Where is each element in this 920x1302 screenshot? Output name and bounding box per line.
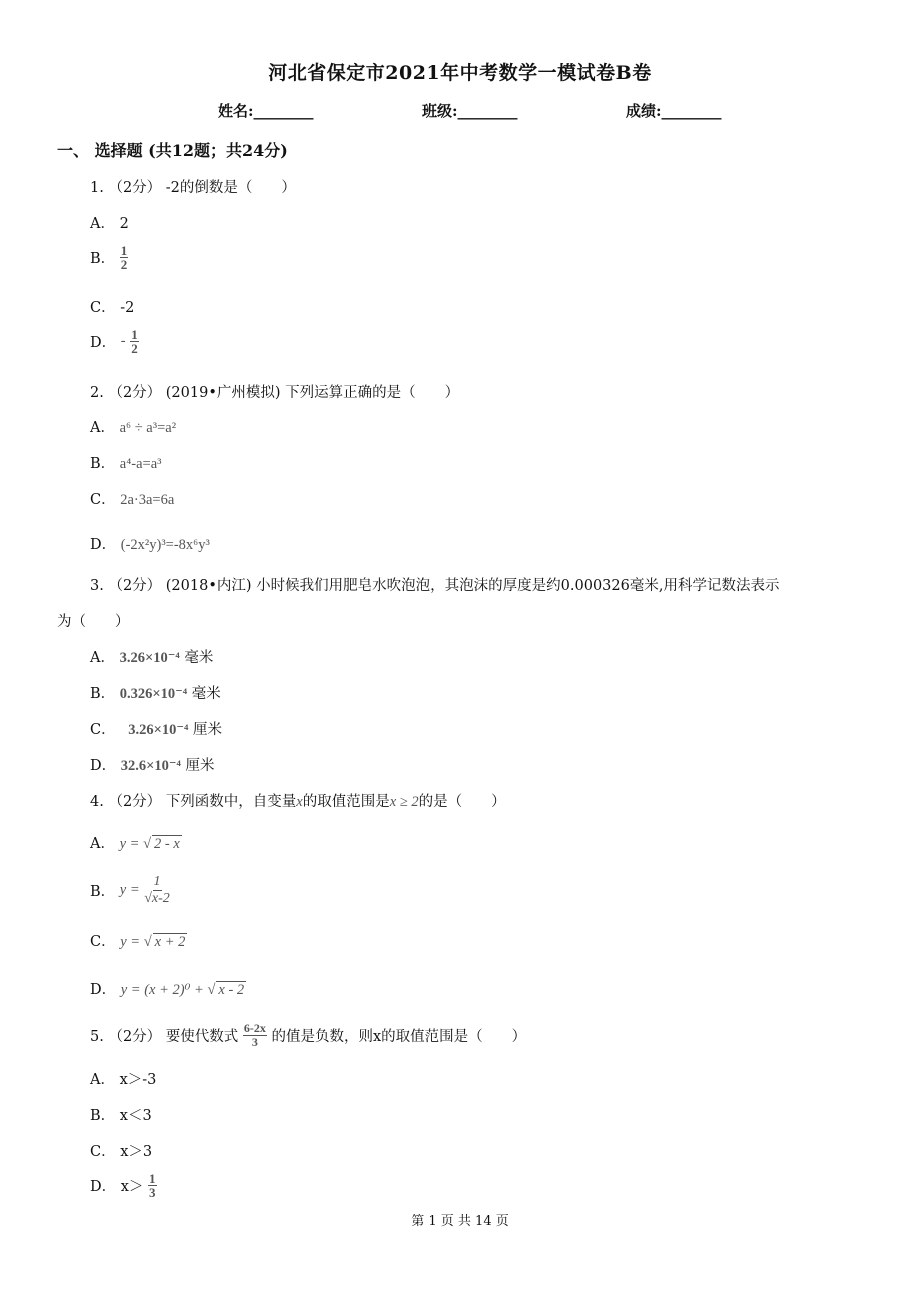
radicand: x + 2 — [154, 934, 186, 950]
question-3-stem-continued: 为（ ） — [57, 614, 130, 630]
option-math: a⁴-a=a³ — [119, 456, 162, 472]
option-unit: 毫米 — [184, 650, 214, 666]
question-1-option-a — [90, 212, 129, 233]
stem-text: 的值是负数，则x的取值范围是（ ） — [271, 1029, 527, 1045]
option-label: A． — [90, 1072, 115, 1088]
class-field-label: 班级:________ — [422, 102, 518, 120]
question-3-stem: 3. （2分） (2018•内江) 小时候我们用肥皂水吹泡泡，其泡沫的厚度是约0.000326毫米,用科学记数法表示 — [90, 578, 780, 594]
option-text: x＜3 — [119, 1108, 152, 1124]
question-3-option-a — [90, 646, 213, 667]
option-text: -2 — [120, 300, 135, 316]
section-heading: 一、 选择题 (共12题；共24分) — [57, 141, 288, 160]
option-label: D． — [90, 1179, 117, 1195]
question-2-option-d — [90, 533, 210, 554]
fraction-denominator: 2 — [131, 341, 138, 356]
question-3-option-d — [90, 754, 215, 775]
option-text: 2 — [119, 216, 129, 232]
fraction-denominator: 2 — [120, 257, 128, 272]
question-5-stem — [90, 1022, 526, 1049]
condition: x ≥ 2 — [389, 794, 419, 810]
question-2-stem: 2. （2分） (2019•广州模拟) 下列运算正确的是（ ） — [90, 385, 460, 401]
option-math: 32.6×10⁻⁴ — [120, 758, 181, 774]
option-label: C． — [90, 934, 116, 950]
option-math: 3.26×10⁻⁴ — [119, 650, 180, 666]
fraction-numerator: 1 — [120, 243, 128, 258]
stem-text: 5. （2分） 要使代数式 — [90, 1029, 239, 1045]
option-math: a⁶ ÷ a³=a² — [119, 420, 177, 436]
question-2-option-a — [90, 416, 176, 437]
question-4-option-a — [90, 832, 182, 853]
fraction — [120, 244, 129, 271]
question-5-option-b — [90, 1104, 152, 1125]
option-math — [120, 836, 182, 852]
stem-text: 的取值范围是 — [302, 794, 390, 810]
fraction-numerator: 1 — [149, 1171, 156, 1186]
option-label: B． — [90, 686, 116, 702]
option-label: A． — [90, 420, 115, 436]
radicand: x - 2 — [218, 982, 245, 998]
option-label: A． — [90, 836, 115, 852]
question-4-option-c — [90, 930, 187, 951]
question-3-option-c — [90, 718, 222, 739]
fraction — [243, 1022, 267, 1049]
fraction-denominator: 3 — [149, 1185, 156, 1200]
option-unit: 厘米 — [185, 758, 215, 774]
option-label: C． — [90, 300, 116, 316]
question-4-option-b — [90, 874, 170, 907]
fraction — [130, 328, 139, 355]
question-3-option-b — [90, 682, 221, 703]
option-label: C． — [90, 1144, 116, 1160]
name-field-label: 姓名:________ — [218, 102, 314, 120]
option-label: C． — [90, 492, 116, 508]
math-prefix: y = (x + 2)⁰ + √ — [120, 982, 216, 998]
stem-text: 4. （2分） 下列函数中，自变量 — [90, 794, 297, 810]
option-math: 0.326×10⁻⁴ — [119, 686, 188, 702]
question-4-option-d — [90, 978, 246, 999]
stem-text: 的是（ ） — [418, 794, 506, 810]
question-2-option-c — [90, 488, 174, 509]
option-label: D． — [90, 982, 117, 998]
option-unit: 厘米 — [192, 722, 222, 738]
option-label: D． — [90, 758, 117, 774]
option-math: 3.26×10⁻⁴ — [128, 722, 189, 738]
question-4-stem — [90, 790, 506, 811]
exam-title: 河北省保定市2021年中考数学一模试卷B卷 — [268, 62, 652, 84]
question-1-stem: 1. （2分） -2的倒数是（ ） — [90, 180, 296, 196]
option-label: C． — [90, 722, 116, 738]
option-text: x＞3 — [120, 1144, 153, 1160]
question-1-option-b — [90, 244, 128, 271]
option-math — [120, 934, 187, 950]
score-field-label: 成绩:________ — [626, 102, 722, 120]
option-label: A． — [90, 216, 115, 232]
option-label: B． — [90, 456, 116, 472]
option-label: A． — [90, 650, 115, 666]
option-math — [121, 982, 246, 998]
option-label: D． — [90, 537, 117, 553]
variable: x — [296, 794, 303, 810]
option-label: B． — [90, 1108, 116, 1124]
math-prefix: y = √ — [119, 836, 152, 852]
question-5-option-a — [90, 1068, 156, 1089]
fraction-numerator: 6-2x — [243, 1021, 266, 1035]
fraction-denominator: √x-2 — [144, 891, 170, 906]
fraction-numerator: 1 — [153, 874, 161, 889]
question-1-option-d — [90, 328, 139, 355]
question-5-option-c — [90, 1140, 152, 1161]
fraction — [148, 1172, 157, 1199]
option-math: 2a·3a=6a — [120, 492, 175, 508]
option-label: B． — [90, 884, 116, 900]
page-footer: 第 1 页 共 14 页 — [411, 1214, 509, 1229]
option-math: (-2x²y)³=-8x⁶y³ — [120, 537, 210, 553]
fraction-numerator: 1 — [131, 327, 138, 342]
option-label: D． — [90, 335, 117, 351]
option-unit: 毫米 — [191, 686, 221, 702]
fraction — [144, 874, 170, 907]
radicand: 2 - x — [154, 836, 180, 852]
math-prefix: y = √ — [120, 934, 152, 950]
question-2-option-b — [90, 452, 161, 473]
minus-sign: - — [120, 333, 126, 349]
option-label: B． — [90, 251, 116, 267]
fraction-denominator: 3 — [251, 1035, 258, 1049]
question-1-option-c — [90, 296, 134, 317]
math-prefix: y = — [119, 882, 140, 898]
option-text: x＞-3 — [119, 1072, 157, 1088]
option-text: x＞ — [120, 1179, 144, 1195]
question-5-option-d — [90, 1172, 157, 1199]
